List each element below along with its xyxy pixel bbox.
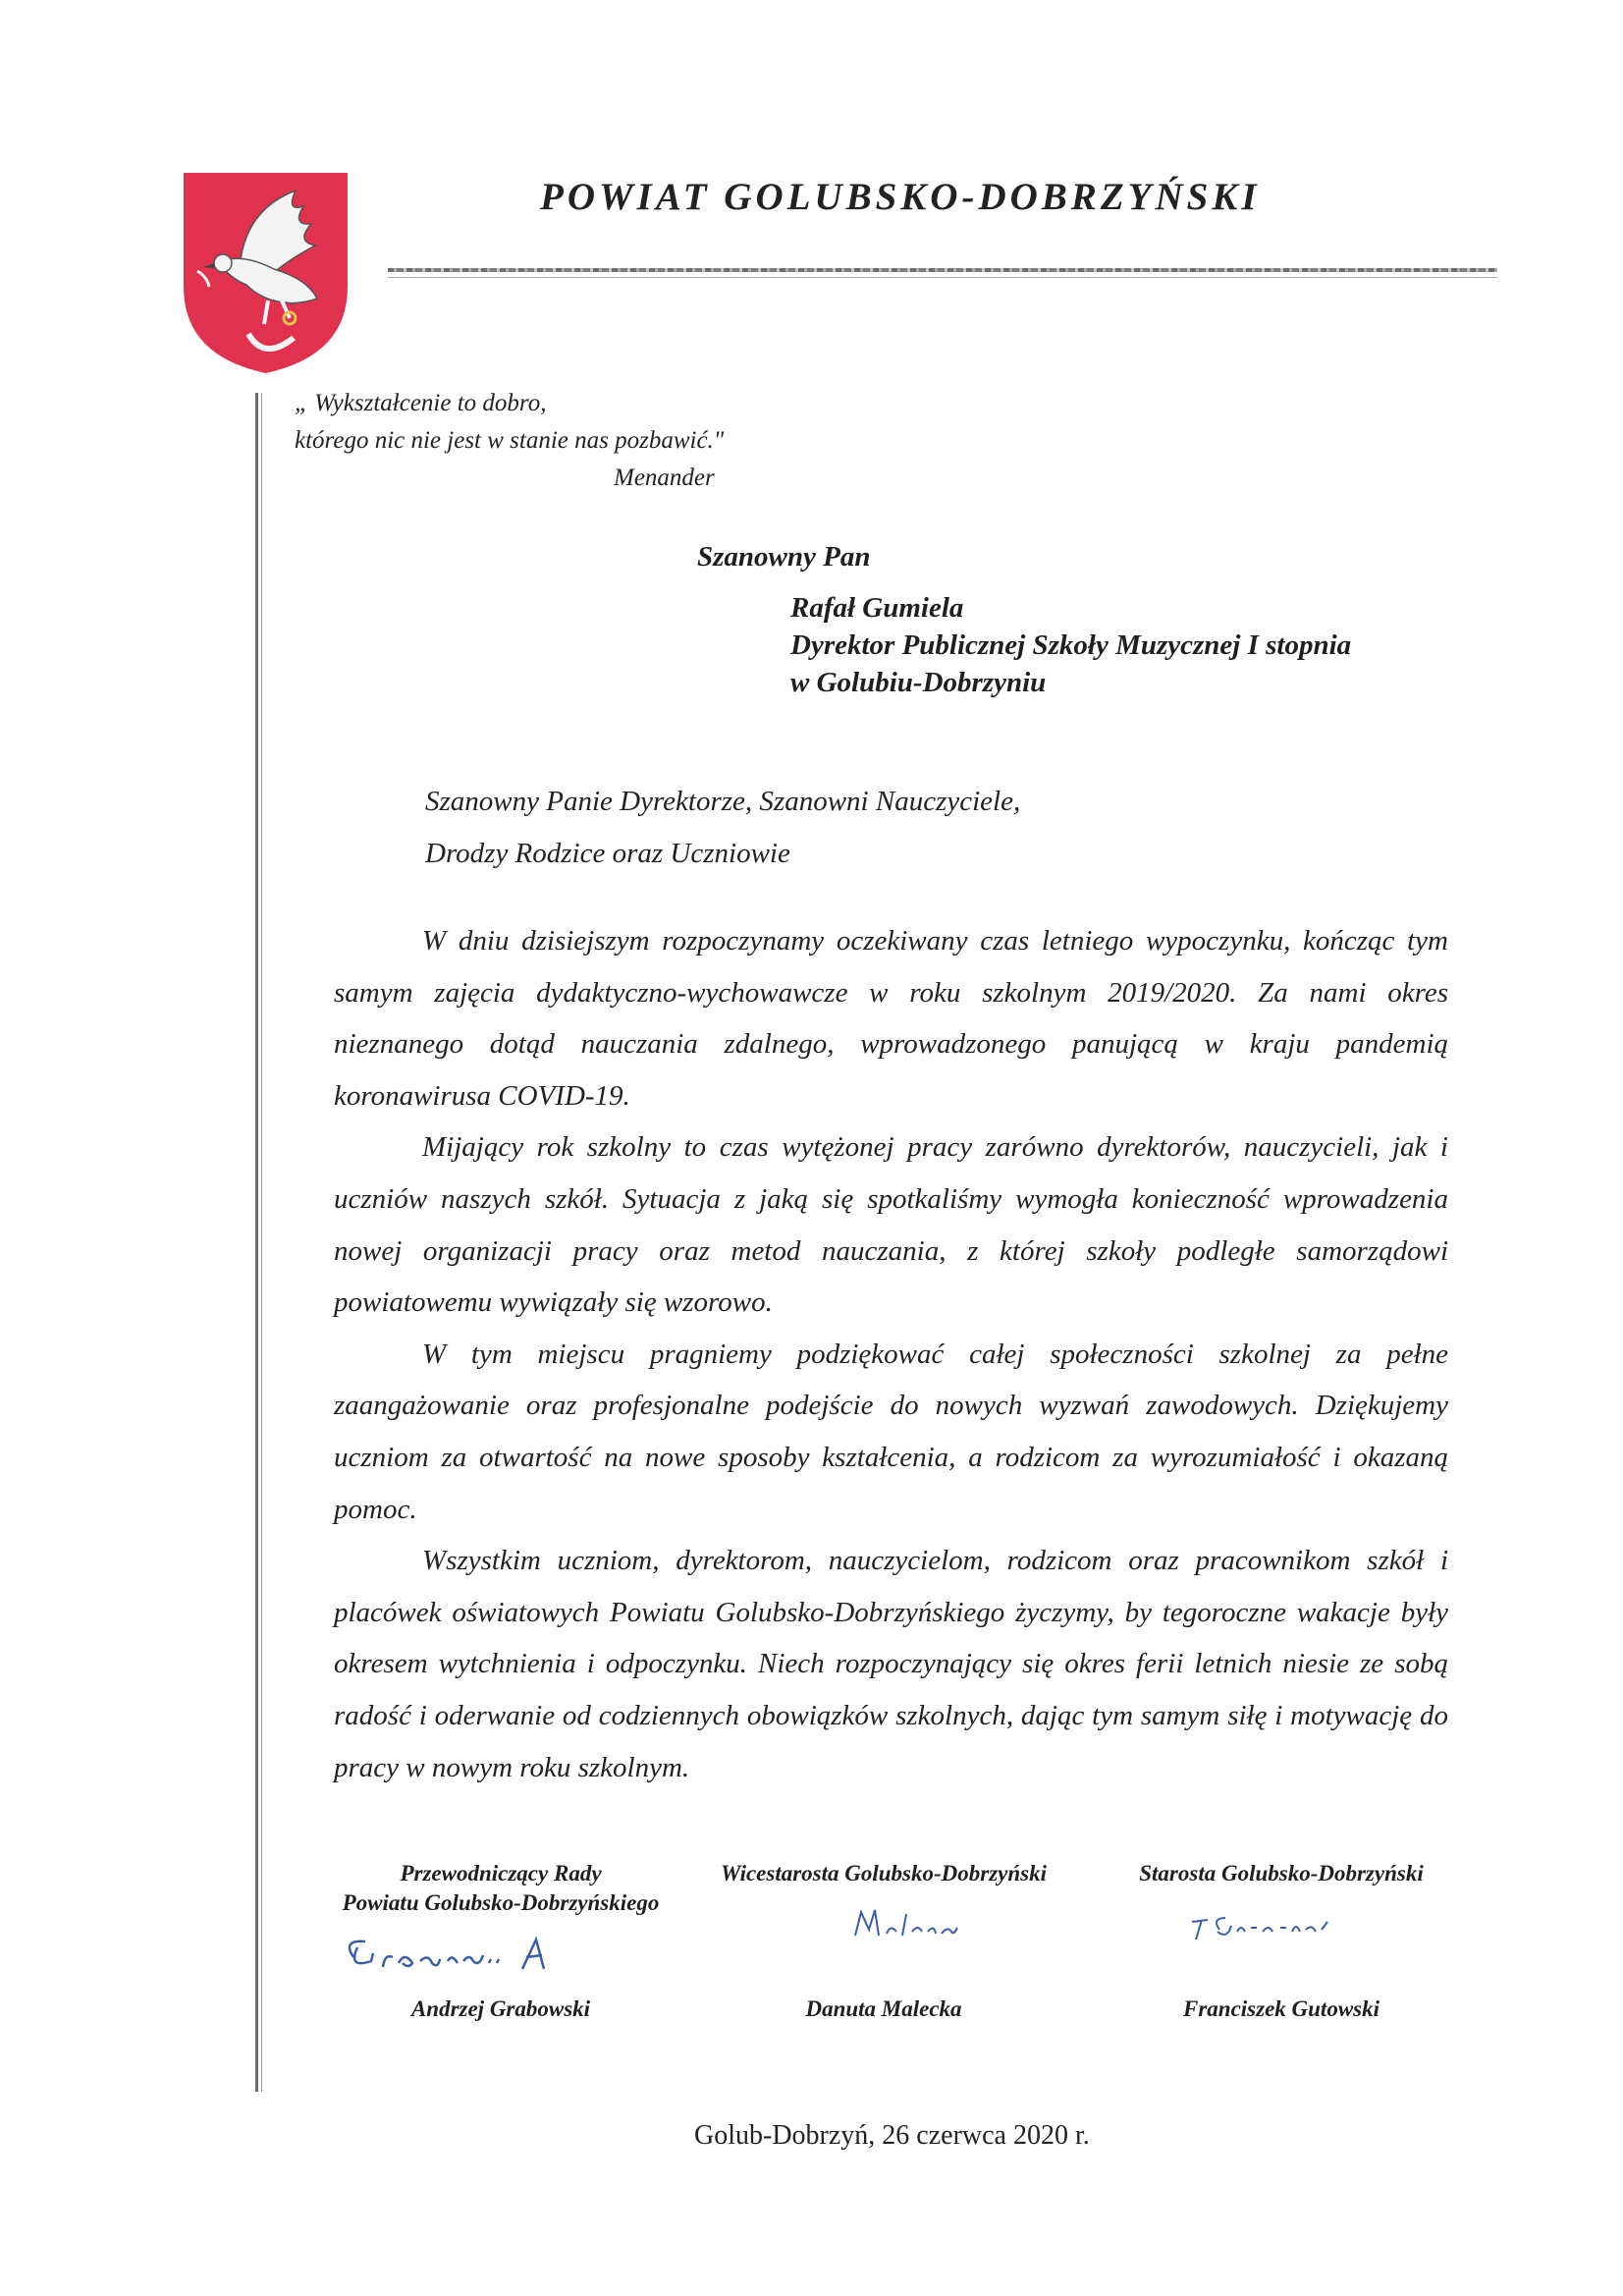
signatory-name: Franciszek Gutowski [1182,1996,1380,2021]
handwritten-signature [692,1888,1075,1959]
letter-greeting [425,776,1020,880]
recipient-position: Dyrektor Publicznej Szkoły Muzycznej I stopnia [790,629,1352,661]
signatures-section [314,1859,1473,2055]
place-and-date: Golub-Dobrzyń, 26 czerwca 2020 r. [694,2120,1090,2151]
handwritten-signature [314,1918,687,1989]
signatory-title: Wicestarosta Golubsko-Dobrzyński [720,1861,1048,1886]
letter-body [334,915,1448,1793]
body-paragraph: W dniu dzisiejszym rozpoczynamy oczekiwany czas letniego wypoczynku, kończąc tym samym zajęcia dydaktyczno-wychowawcze w roku szkolnym 2019/2020. Za nami okres nieznanego dotąd nauczania zdalnego, wprowadzonego panującą w kraju pandemią koronawirusa COVID-19. [334,925,1448,1112]
signatory-chairman [314,1859,687,2024]
quote-line: którego nic nie jest w stanie nas pozbawić." [295,427,725,454]
signatory-title: Powiatu Golubsko-Dobrzyńskiego [342,1890,660,1915]
document-header-title: POWIAT GOLUBSKO-DOBRZYŃSKI [540,176,1261,218]
body-paragraph: Wszystkim uczniom, dyrektorom, nauczycielom, rodzicom oraz pracownikom szkół i placówek oświatowych Powiatu Golubsko-Dobrzyńskiego życzymy, by tegoroczne wakacje były okresem wytchnienia i odpoczynku. Niech rozpoczynający się okres ferii letnich niesie ze sobą radość i oderwanie od codziennych obowiązków szkolnych, dając tym samym siłę i motywację do pracy w nowym roku szkolnym. [334,1545,1448,1783]
handwritten-signature [1090,1888,1473,1959]
greeting-line: Szanowny Panie Dyrektorze, Szanowni Nauczyciele, [425,786,1021,817]
recipient-location: w Golubiu-Dobrzyniu [790,667,1047,698]
motto-quote [295,385,724,497]
recipient-block [697,538,1351,701]
signatory-title: Przewodniczący Rady [400,1861,602,1886]
margin-rule [255,393,258,2092]
signatory-name: Andrzej Grabowski [410,1996,591,2021]
margin-rule-thin [261,393,262,2092]
quote-line: „ Wykształcenie to dobro, [295,390,547,416]
body-paragraph: W tym miejscu pragniemy podziękować całej społeczności szkolnej za pełne zaangażowanie oraz profesjonalne podejście do nowych wyzwań zawodowych. Dziękujemy uczniom za otwartość na nowe sposoby kształcenia, a rodzicom za wyrozumiałość i okazaną pomoc. [334,1338,1448,1525]
header-rule-thin [388,277,1497,278]
body-paragraph: Mijający rok szkolny to czas wytężonej pracy zarówno dyrektorów, nauczycieli, jak i uczniów naszych szkół. Sytuacja z jaką się spotkaliśmy wymogła konieczność wprowadzenia nowej organizacji pracy oraz metod nauczania, z której szkoły podległe samorządowi powiatowemu wywiązały się wzorowo. [334,1131,1448,1319]
greeting-line: Drodzy Rodzice oraz Uczniowie [425,838,790,869]
recipient-name: Rafał Gumiela [790,592,964,624]
recipient-salutation: Szanowny Pan [697,541,871,573]
header-rule [388,268,1497,272]
signatory-name: Danuta Malecka [805,1996,962,2021]
signatory-starost [1090,1859,1473,2024]
signatory-title: Starosta Golubsko-Dobrzyński [1139,1861,1424,1886]
signatory-vice-starost [692,1859,1075,2024]
coat-of-arms-icon [180,169,352,377]
quote-author: Menander [614,465,715,491]
